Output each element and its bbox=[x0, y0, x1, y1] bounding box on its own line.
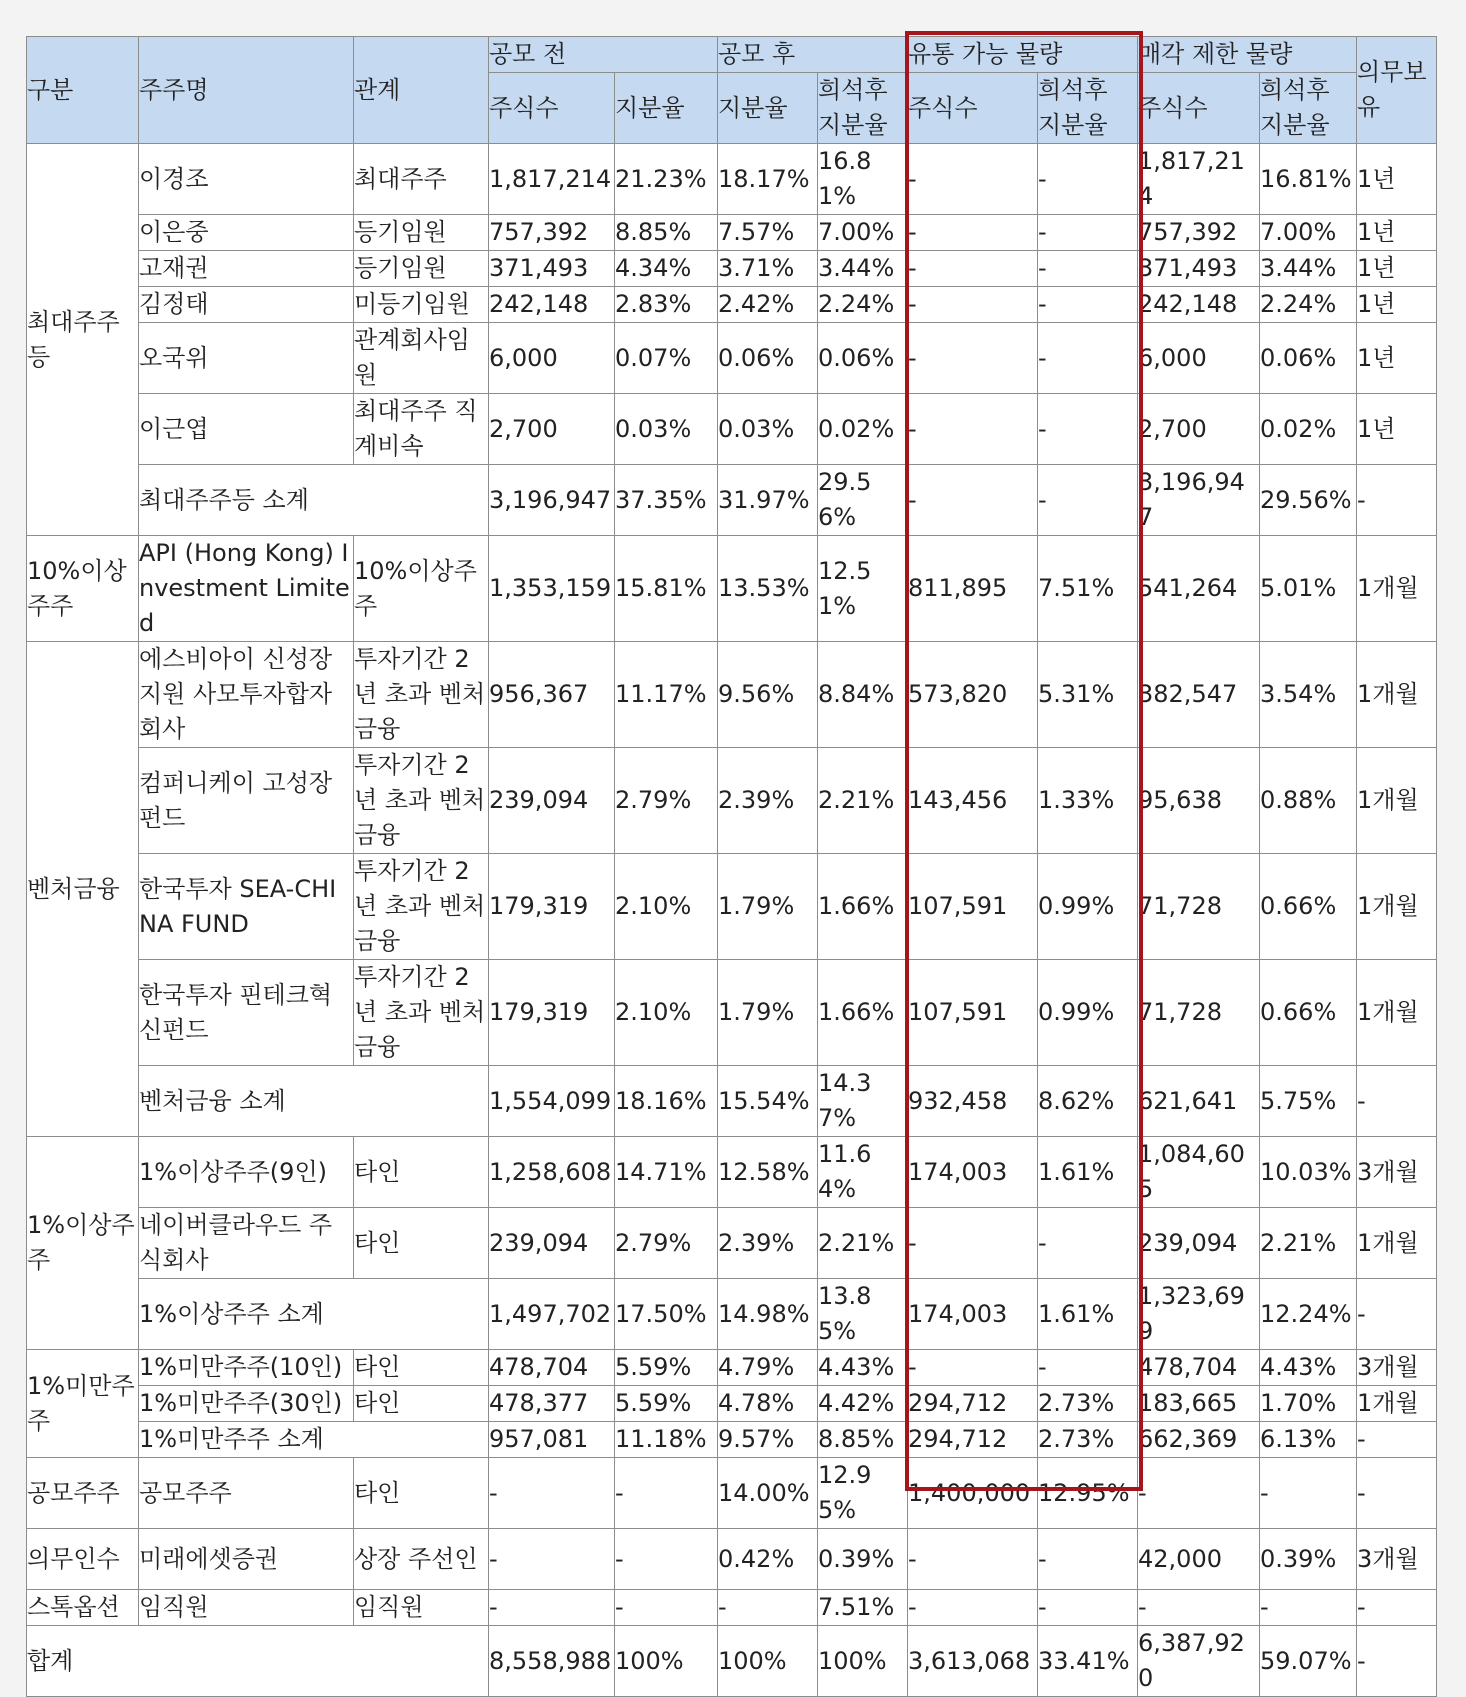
pre-shares-cell: - bbox=[489, 1529, 615, 1590]
table-row bbox=[27, 1386, 1437, 1422]
holder-cell: 1%미만주주(30인) bbox=[139, 1386, 354, 1422]
pre-shares-cell: 1,817,214 bbox=[489, 144, 615, 215]
table-row bbox=[27, 1590, 1437, 1626]
lockup-cell: 1년 bbox=[1357, 287, 1437, 323]
lockup-cell: 3개월 bbox=[1357, 1529, 1437, 1590]
post-ratio-cell: 9.57% bbox=[718, 1422, 818, 1458]
table-row bbox=[27, 144, 1437, 215]
table-row bbox=[27, 287, 1437, 323]
rest-shares-cell: 541,264 bbox=[1138, 536, 1260, 642]
pre-ratio-cell: 0.03% bbox=[615, 394, 718, 465]
relation-cell: 타인 bbox=[354, 1386, 489, 1422]
category-cell: 공모주주 bbox=[27, 1458, 139, 1529]
table-row bbox=[27, 1137, 1437, 1208]
rest-shares-cell: 242,148 bbox=[1138, 287, 1260, 323]
post-ratio-cell: 0.06% bbox=[718, 323, 818, 394]
rest-shares-cell: 371,493 bbox=[1138, 251, 1260, 287]
holder-cell: 1%이상주주(9인) bbox=[139, 1137, 354, 1208]
header-trad-diluted: 희석후 지분율 bbox=[1038, 73, 1138, 144]
trad-diluted-cell: 12.95% bbox=[1038, 1458, 1138, 1529]
rest-shares-cell: 1,817,214 bbox=[1138, 144, 1260, 215]
trad-shares-cell: - bbox=[908, 144, 1038, 215]
rest-shares-cell: 757,392 bbox=[1138, 215, 1260, 251]
post-diluted-cell: 1.66% bbox=[818, 854, 908, 960]
relation-cell: 최대주주 직계비속 bbox=[354, 394, 489, 465]
pre-ratio-cell: 11.17% bbox=[615, 642, 718, 748]
rest-shares-cell: 71,728 bbox=[1138, 960, 1260, 1066]
lockup-cell: 1개월 bbox=[1357, 1386, 1437, 1422]
category-cell: 1%이상주주 bbox=[27, 1137, 139, 1350]
pre-ratio-cell: 8.85% bbox=[615, 215, 718, 251]
trad-diluted-cell: 1.61% bbox=[1038, 1279, 1138, 1350]
pre-shares-cell: 242,148 bbox=[489, 287, 615, 323]
post-ratio-cell: 1.79% bbox=[718, 960, 818, 1066]
pre-shares-cell: 1,258,608 bbox=[489, 1137, 615, 1208]
post-diluted-cell: 7.00% bbox=[818, 215, 908, 251]
pre-shares-cell: 179,319 bbox=[489, 960, 615, 1066]
trad-shares-cell: 294,712 bbox=[908, 1386, 1038, 1422]
trad-shares-cell: - bbox=[908, 323, 1038, 394]
rest-shares-cell: 621,641 bbox=[1138, 1066, 1260, 1137]
rest-shares-cell: 42,000 bbox=[1138, 1529, 1260, 1590]
trad-diluted-cell: 1.33% bbox=[1038, 748, 1138, 854]
trad-diluted-cell: 0.99% bbox=[1038, 854, 1138, 960]
pre-shares-cell: 1,497,702 bbox=[489, 1279, 615, 1350]
subtotal-row bbox=[27, 1279, 1437, 1350]
lockup-cell: 1개월 bbox=[1357, 854, 1437, 960]
pre-ratio-cell: 2.10% bbox=[615, 854, 718, 960]
pre-ratio-cell: 11.18% bbox=[615, 1422, 718, 1458]
rest-shares-cell: 382,547 bbox=[1138, 642, 1260, 748]
header-relation: 관계 bbox=[354, 37, 489, 144]
post-diluted-cell: 3.44% bbox=[818, 251, 908, 287]
pre-shares-cell: 1,554,099 bbox=[489, 1066, 615, 1137]
trad-shares-cell: 1,400,000 bbox=[908, 1458, 1038, 1529]
subtotal-label: 1%미만주주 소계 bbox=[139, 1422, 489, 1458]
lockup-cell: - bbox=[1357, 465, 1437, 536]
total-row bbox=[27, 1626, 1437, 1697]
lockup-cell: 3개월 bbox=[1357, 1137, 1437, 1208]
pre-ratio-cell: 0.07% bbox=[615, 323, 718, 394]
trad-shares-cell: - bbox=[908, 1529, 1038, 1590]
pre-ratio-cell: 18.16% bbox=[615, 1066, 718, 1137]
lockup-cell: - bbox=[1357, 1626, 1437, 1697]
trad-diluted-cell: - bbox=[1038, 1590, 1138, 1626]
header-trad-shares: 주식수 bbox=[908, 73, 1038, 144]
trad-shares-cell: 811,895 bbox=[908, 536, 1038, 642]
rest-diluted-cell: 16.81% bbox=[1260, 144, 1357, 215]
holder-cell: 이근엽 bbox=[139, 394, 354, 465]
relation-cell: 타인 bbox=[354, 1208, 489, 1279]
trad-diluted-cell: - bbox=[1038, 215, 1138, 251]
pre-ratio-cell: - bbox=[615, 1458, 718, 1529]
trad-shares-cell: - bbox=[908, 1208, 1038, 1279]
relation-cell: 투자기간 2년 초과 벤처금융 bbox=[354, 854, 489, 960]
relation-cell: 타인 bbox=[354, 1137, 489, 1208]
trad-shares-cell: - bbox=[908, 1590, 1038, 1626]
header-post-ratio: 지분율 bbox=[718, 73, 818, 144]
holder-cell: 에스비아이 신성장지원 사모투자합자회사 bbox=[139, 642, 354, 748]
subtotal-row bbox=[27, 465, 1437, 536]
pre-shares-cell: 2,700 bbox=[489, 394, 615, 465]
relation-cell: 투자기간 2년 초과 벤처금융 bbox=[354, 642, 489, 748]
subtotal-row bbox=[27, 1422, 1437, 1458]
trad-shares-cell: 932,458 bbox=[908, 1066, 1038, 1137]
trad-diluted-cell: 1.61% bbox=[1038, 1137, 1138, 1208]
holder-cell: 임직원 bbox=[139, 1590, 354, 1626]
trad-shares-cell: 294,712 bbox=[908, 1422, 1038, 1458]
trad-diluted-cell: - bbox=[1038, 1208, 1138, 1279]
trad-shares-cell: 174,003 bbox=[908, 1279, 1038, 1350]
post-ratio-cell: 2.42% bbox=[718, 287, 818, 323]
lockup-cell: - bbox=[1357, 1422, 1437, 1458]
category-cell: 10%이상주주 bbox=[27, 536, 139, 642]
pre-shares-cell: 3,196,947 bbox=[489, 465, 615, 536]
pre-ratio-cell: 14.71% bbox=[615, 1137, 718, 1208]
pre-ratio-cell: - bbox=[615, 1529, 718, 1590]
pre-shares-cell: 179,319 bbox=[489, 854, 615, 960]
trad-diluted-cell: - bbox=[1038, 144, 1138, 215]
relation-cell: 최대주주 bbox=[354, 144, 489, 215]
relation-cell: 임직원 bbox=[354, 1590, 489, 1626]
rest-shares-cell: 183,665 bbox=[1138, 1386, 1260, 1422]
post-ratio-cell: 12.58% bbox=[718, 1137, 818, 1208]
shareholder-lockup-table bbox=[26, 36, 1437, 1697]
holder-cell: 한국투자 SEA-CHINA FUND bbox=[139, 854, 354, 960]
rest-shares-cell: 662,369 bbox=[1138, 1422, 1260, 1458]
trad-diluted-cell: 2.73% bbox=[1038, 1386, 1138, 1422]
rest-diluted-cell: 0.66% bbox=[1260, 960, 1357, 1066]
trad-shares-cell: 107,591 bbox=[908, 854, 1038, 960]
table-row bbox=[27, 1529, 1437, 1590]
pre-ratio-cell: 4.34% bbox=[615, 251, 718, 287]
post-diluted-cell: 0.02% bbox=[818, 394, 908, 465]
trad-diluted-cell: - bbox=[1038, 394, 1138, 465]
lockup-cell: - bbox=[1357, 1279, 1437, 1350]
pre-shares-cell: 478,704 bbox=[489, 1350, 615, 1386]
post-diluted-cell: 8.84% bbox=[818, 642, 908, 748]
trad-shares-cell: - bbox=[908, 394, 1038, 465]
header-restricted: 매각 제한 물량 bbox=[1138, 37, 1357, 73]
pre-ratio-cell: 2.10% bbox=[615, 960, 718, 1066]
total-label: 합계 bbox=[27, 1626, 489, 1697]
trad-diluted-cell: - bbox=[1038, 323, 1138, 394]
lockup-cell: - bbox=[1357, 1590, 1437, 1626]
relation-cell: 상장 주선인 bbox=[354, 1529, 489, 1590]
post-diluted-cell: 12.51% bbox=[818, 536, 908, 642]
rest-diluted-cell: 0.06% bbox=[1260, 323, 1357, 394]
header-pre-shares: 주식수 bbox=[489, 73, 615, 144]
lockup-cell: 1년 bbox=[1357, 323, 1437, 394]
header-post-ipo: 공모 후 bbox=[718, 37, 908, 73]
table-row bbox=[27, 1458, 1437, 1529]
post-ratio-cell: 4.79% bbox=[718, 1350, 818, 1386]
lockup-cell: 1년 bbox=[1357, 251, 1437, 287]
rest-diluted-cell: 12.24% bbox=[1260, 1279, 1357, 1350]
post-diluted-cell: 1.66% bbox=[818, 960, 908, 1066]
relation-cell: 투자기간 2년 초과 벤처금융 bbox=[354, 960, 489, 1066]
post-diluted-cell: 4.42% bbox=[818, 1386, 908, 1422]
trad-shares-cell: - bbox=[908, 215, 1038, 251]
rest-diluted-cell: 5.75% bbox=[1260, 1066, 1357, 1137]
relation-cell: 투자기간 2년 초과 벤처금융 bbox=[354, 748, 489, 854]
pre-ratio-cell: 5.59% bbox=[615, 1386, 718, 1422]
post-diluted-cell: 0.39% bbox=[818, 1529, 908, 1590]
rest-diluted-cell: 29.56% bbox=[1260, 465, 1357, 536]
holder-cell: 김정태 bbox=[139, 287, 354, 323]
holder-cell: 한국투자 핀테크혁신펀드 bbox=[139, 960, 354, 1066]
pre-ratio-cell: 21.23% bbox=[615, 144, 718, 215]
header-rest-diluted: 희석후 지분율 bbox=[1260, 73, 1357, 144]
category-cell: 스톡옵션 bbox=[27, 1590, 139, 1626]
lockup-cell: 1년 bbox=[1357, 144, 1437, 215]
category-cell: 1%미만주주 bbox=[27, 1350, 139, 1458]
post-ratio-cell: 15.54% bbox=[718, 1066, 818, 1137]
pre-ratio-cell: 17.50% bbox=[615, 1279, 718, 1350]
post-ratio-cell: 3.71% bbox=[718, 251, 818, 287]
post-ratio-cell: - bbox=[718, 1590, 818, 1626]
rest-shares-cell: 6,000 bbox=[1138, 323, 1260, 394]
post-ratio-cell: 1.79% bbox=[718, 854, 818, 960]
lockup-cell: 1년 bbox=[1357, 394, 1437, 465]
post-ratio-cell: 18.17% bbox=[718, 144, 818, 215]
relation-cell: 타인 bbox=[354, 1458, 489, 1529]
pre-shares-cell: - bbox=[489, 1458, 615, 1529]
post-diluted-cell: 100% bbox=[818, 1626, 908, 1697]
holder-cell: 미래에셋증권 bbox=[139, 1529, 354, 1590]
table-row bbox=[27, 1208, 1437, 1279]
post-diluted-cell: 11.64% bbox=[818, 1137, 908, 1208]
pre-shares-cell: 1,353,159 bbox=[489, 536, 615, 642]
subtotal-label: 최대주주등 소계 bbox=[139, 465, 489, 536]
table-row bbox=[27, 854, 1437, 960]
post-diluted-cell: 7.51% bbox=[818, 1590, 908, 1626]
rest-shares-cell: 3,196,947 bbox=[1138, 465, 1260, 536]
header-category: 구분 bbox=[27, 37, 139, 144]
lockup-cell: 1년 bbox=[1357, 215, 1437, 251]
post-ratio-cell: 14.00% bbox=[718, 1458, 818, 1529]
category-cell: 의무인수 bbox=[27, 1529, 139, 1590]
rest-diluted-cell: 2.24% bbox=[1260, 287, 1357, 323]
lockup-cell: 1개월 bbox=[1357, 748, 1437, 854]
pre-shares-cell: 956,367 bbox=[489, 642, 615, 748]
post-diluted-cell: 16.81% bbox=[818, 144, 908, 215]
rest-diluted-cell: 6.13% bbox=[1260, 1422, 1357, 1458]
rest-diluted-cell: 0.02% bbox=[1260, 394, 1357, 465]
pre-ratio-cell: 15.81% bbox=[615, 536, 718, 642]
trad-shares-cell: - bbox=[908, 287, 1038, 323]
post-ratio-cell: 2.39% bbox=[718, 1208, 818, 1279]
table-row bbox=[27, 251, 1437, 287]
rest-shares-cell: 6,387,920 bbox=[1138, 1626, 1260, 1697]
category-cell: 벤처금융 bbox=[27, 642, 139, 1137]
pre-shares-cell: 957,081 bbox=[489, 1422, 615, 1458]
rest-shares-cell: 1,323,699 bbox=[1138, 1279, 1260, 1350]
trad-diluted-cell: 2.73% bbox=[1038, 1422, 1138, 1458]
pre-shares-cell: 478,377 bbox=[489, 1386, 615, 1422]
rest-diluted-cell: 0.88% bbox=[1260, 748, 1357, 854]
rest-diluted-cell: 0.39% bbox=[1260, 1529, 1357, 1590]
post-ratio-cell: 2.39% bbox=[718, 748, 818, 854]
rest-diluted-cell: 4.43% bbox=[1260, 1350, 1357, 1386]
rest-diluted-cell: - bbox=[1260, 1590, 1357, 1626]
pre-shares-cell: 8,558,988 bbox=[489, 1626, 615, 1697]
rest-shares-cell: - bbox=[1138, 1458, 1260, 1529]
post-diluted-cell: 29.56% bbox=[818, 465, 908, 536]
holder-cell: 고재권 bbox=[139, 251, 354, 287]
pre-shares-cell: 371,493 bbox=[489, 251, 615, 287]
subtotal-row bbox=[27, 1066, 1437, 1137]
pre-ratio-cell: 2.79% bbox=[615, 1208, 718, 1279]
pre-ratio-cell: 37.35% bbox=[615, 465, 718, 536]
trad-diluted-cell: - bbox=[1038, 1529, 1138, 1590]
holder-cell: 이은중 bbox=[139, 215, 354, 251]
pre-ratio-cell: 2.83% bbox=[615, 287, 718, 323]
trad-shares-cell: 573,820 bbox=[908, 642, 1038, 748]
header-holder: 주주명 bbox=[139, 37, 354, 144]
relation-cell: 등기임원 bbox=[354, 251, 489, 287]
rest-diluted-cell: 59.07% bbox=[1260, 1626, 1357, 1697]
pre-shares-cell: - bbox=[489, 1590, 615, 1626]
relation-cell: 관계회사임원 bbox=[354, 323, 489, 394]
relation-cell: 등기임원 bbox=[354, 215, 489, 251]
post-ratio-cell: 0.42% bbox=[718, 1529, 818, 1590]
rest-diluted-cell: - bbox=[1260, 1458, 1357, 1529]
holder-cell: 컴퍼니케이 고성장펀드 bbox=[139, 748, 354, 854]
post-ratio-cell: 4.78% bbox=[718, 1386, 818, 1422]
trad-shares-cell: - bbox=[908, 251, 1038, 287]
rest-diluted-cell: 10.03% bbox=[1260, 1137, 1357, 1208]
trad-shares-cell: - bbox=[908, 1350, 1038, 1386]
relation-cell: 타인 bbox=[354, 1350, 489, 1386]
trad-shares-cell: 3,613,068 bbox=[908, 1626, 1038, 1697]
holder-cell: 오국위 bbox=[139, 323, 354, 394]
rest-shares-cell: 1,084,605 bbox=[1138, 1137, 1260, 1208]
lockup-cell: 1개월 bbox=[1357, 960, 1437, 1066]
lockup-cell: - bbox=[1357, 1066, 1437, 1137]
pre-ratio-cell: 100% bbox=[615, 1626, 718, 1697]
rest-diluted-cell: 3.54% bbox=[1260, 642, 1357, 748]
rest-shares-cell: 71,728 bbox=[1138, 854, 1260, 960]
header-lockup: 의무보유 bbox=[1357, 37, 1437, 144]
post-diluted-cell: 2.21% bbox=[818, 1208, 908, 1279]
post-ratio-cell: 14.98% bbox=[718, 1279, 818, 1350]
trad-diluted-cell: 8.62% bbox=[1038, 1066, 1138, 1137]
post-diluted-cell: 2.24% bbox=[818, 287, 908, 323]
post-ratio-cell: 0.03% bbox=[718, 394, 818, 465]
post-diluted-cell: 8.85% bbox=[818, 1422, 908, 1458]
pre-shares-cell: 757,392 bbox=[489, 215, 615, 251]
rest-diluted-cell: 0.66% bbox=[1260, 854, 1357, 960]
trad-diluted-cell: 0.99% bbox=[1038, 960, 1138, 1066]
post-diluted-cell: 4.43% bbox=[818, 1350, 908, 1386]
rest-shares-cell: - bbox=[1138, 1590, 1260, 1626]
table-row bbox=[27, 536, 1437, 642]
pre-shares-cell: 6,000 bbox=[489, 323, 615, 394]
pre-ratio-cell: - bbox=[615, 1590, 718, 1626]
subtotal-label: 벤처금융 소계 bbox=[139, 1066, 489, 1137]
trad-diluted-cell: - bbox=[1038, 1350, 1138, 1386]
pre-ratio-cell: 5.59% bbox=[615, 1350, 718, 1386]
header-pre-ratio: 지분율 bbox=[615, 73, 718, 144]
category-cell: 최대주주등 bbox=[27, 144, 139, 536]
trad-diluted-cell: - bbox=[1038, 465, 1138, 536]
pre-ratio-cell: 2.79% bbox=[615, 748, 718, 854]
table-row bbox=[27, 1350, 1437, 1386]
post-diluted-cell: 0.06% bbox=[818, 323, 908, 394]
lockup-cell: 1개월 bbox=[1357, 536, 1437, 642]
table-row bbox=[27, 748, 1437, 854]
rest-diluted-cell: 5.01% bbox=[1260, 536, 1357, 642]
pre-shares-cell: 239,094 bbox=[489, 748, 615, 854]
post-ratio-cell: 9.56% bbox=[718, 642, 818, 748]
trad-diluted-cell: 33.41% bbox=[1038, 1626, 1138, 1697]
lockup-cell: - bbox=[1357, 1458, 1437, 1529]
rest-diluted-cell: 1.70% bbox=[1260, 1386, 1357, 1422]
trad-shares-cell: 174,003 bbox=[908, 1137, 1038, 1208]
post-diluted-cell: 13.85% bbox=[818, 1279, 908, 1350]
table-row bbox=[27, 642, 1437, 748]
holder-cell: 공모주주 bbox=[139, 1458, 354, 1529]
trad-diluted-cell: - bbox=[1038, 251, 1138, 287]
post-ratio-cell: 13.53% bbox=[718, 536, 818, 642]
post-diluted-cell: 2.21% bbox=[818, 748, 908, 854]
rest-shares-cell: 478,704 bbox=[1138, 1350, 1260, 1386]
trad-diluted-cell: 5.31% bbox=[1038, 642, 1138, 748]
header-pre-ipo: 공모 전 bbox=[489, 37, 718, 73]
header-rest-shares: 주식수 bbox=[1138, 73, 1260, 144]
rest-diluted-cell: 3.44% bbox=[1260, 251, 1357, 287]
trad-shares-cell: 143,456 bbox=[908, 748, 1038, 854]
header-tradable: 유통 가능 물량 bbox=[908, 37, 1138, 73]
post-diluted-cell: 14.37% bbox=[818, 1066, 908, 1137]
trad-shares-cell: 107,591 bbox=[908, 960, 1038, 1066]
table-row bbox=[27, 960, 1437, 1066]
post-ratio-cell: 31.97% bbox=[718, 465, 818, 536]
trad-diluted-cell: 7.51% bbox=[1038, 536, 1138, 642]
post-diluted-cell: 12.95% bbox=[818, 1458, 908, 1529]
table-row bbox=[27, 394, 1437, 465]
lockup-cell: 1개월 bbox=[1357, 1208, 1437, 1279]
table-row bbox=[27, 215, 1437, 251]
rest-shares-cell: 239,094 bbox=[1138, 1208, 1260, 1279]
lockup-cell: 3개월 bbox=[1357, 1350, 1437, 1386]
rest-shares-cell: 2,700 bbox=[1138, 394, 1260, 465]
holder-cell: API (Hong Kong) Investment Limited bbox=[139, 536, 354, 642]
subtotal-label: 1%이상주주 소계 bbox=[139, 1279, 489, 1350]
trad-shares-cell: - bbox=[908, 465, 1038, 536]
pre-shares-cell: 239,094 bbox=[489, 1208, 615, 1279]
table-row bbox=[27, 323, 1437, 394]
rest-diluted-cell: 7.00% bbox=[1260, 215, 1357, 251]
rest-shares-cell: 95,638 bbox=[1138, 748, 1260, 854]
relation-cell: 미등기임원 bbox=[354, 287, 489, 323]
lockup-cell: 1개월 bbox=[1357, 642, 1437, 748]
rest-diluted-cell: 2.21% bbox=[1260, 1208, 1357, 1279]
post-ratio-cell: 100% bbox=[718, 1626, 818, 1697]
holder-cell: 이경조 bbox=[139, 144, 354, 215]
holder-cell: 1%미만주주(10인) bbox=[139, 1350, 354, 1386]
header-post-diluted: 희석후 지분율 bbox=[818, 73, 908, 144]
holder-cell: 네이버클라우드 주식회사 bbox=[139, 1208, 354, 1279]
trad-diluted-cell: - bbox=[1038, 287, 1138, 323]
relation-cell: 10%이상주주 bbox=[354, 536, 489, 642]
post-ratio-cell: 7.57% bbox=[718, 215, 818, 251]
